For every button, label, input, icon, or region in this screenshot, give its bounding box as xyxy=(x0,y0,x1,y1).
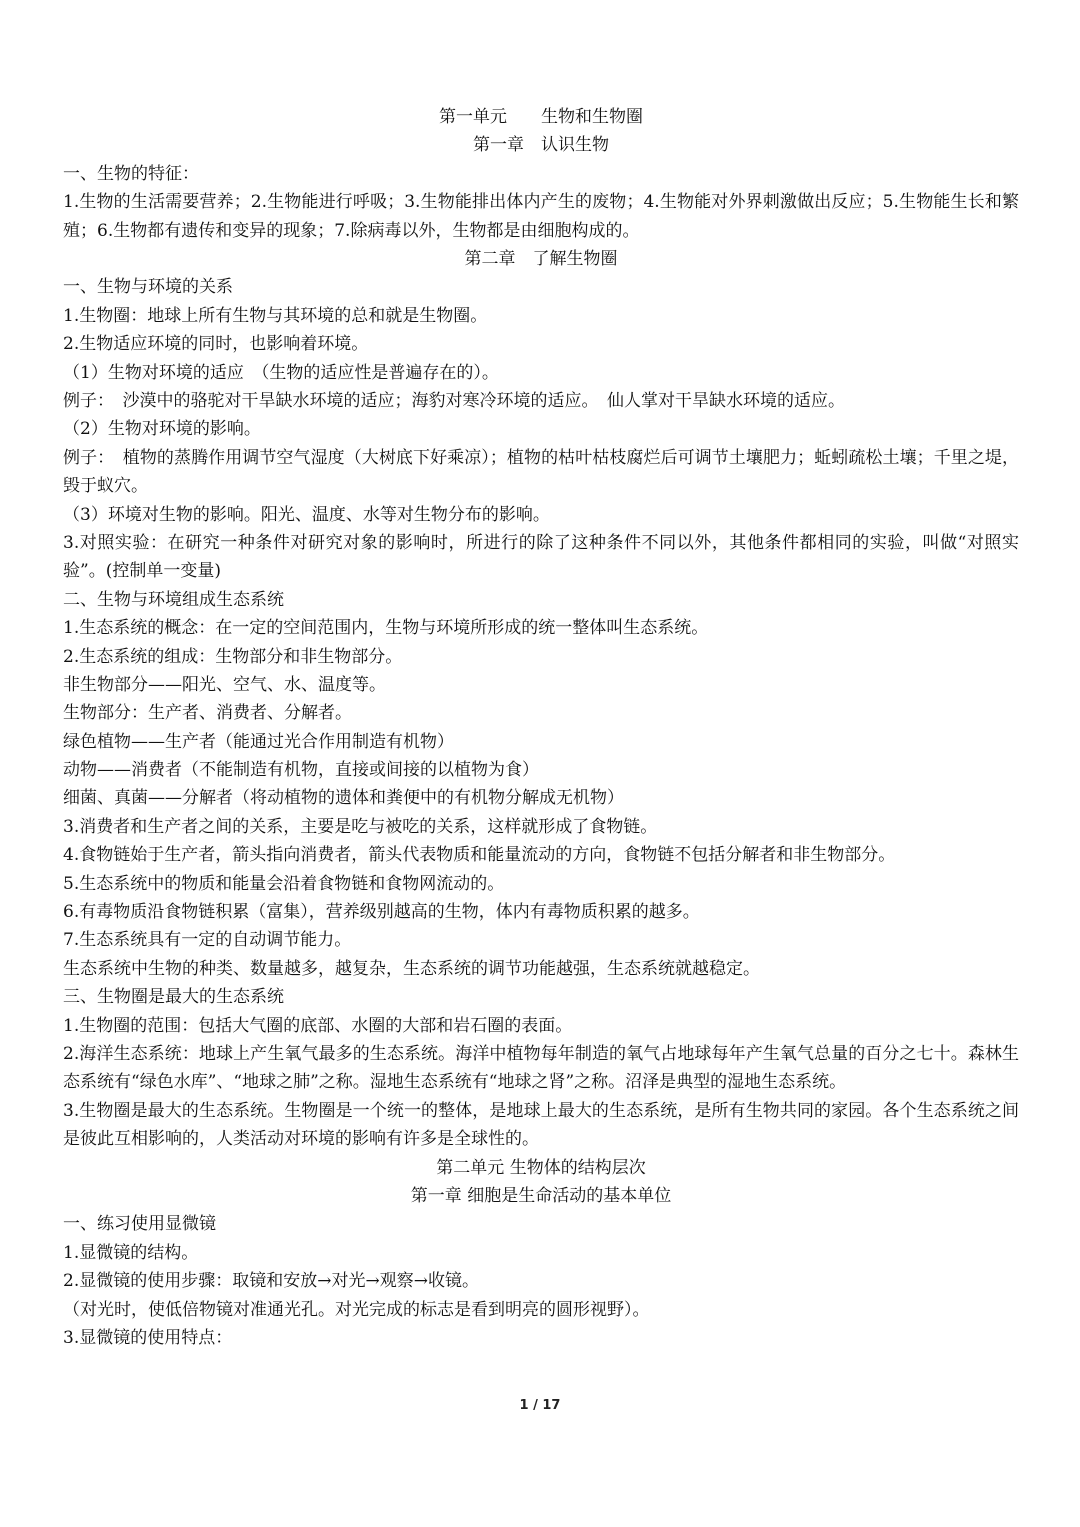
text-line: 1.生物圈的范围：包括大气圈的底部、水圈的大部和岩石圈的表面。 xyxy=(63,1015,573,1036)
paragraph: 3.生物圈是最大的生态系统。生物圈是一个统一的整体，是地球上最大的生态系统，是所有生物共同的家园。各个生态系统之间是彼此互相影响的，人类活动对环境的影响有许多是全球性的。 xyxy=(63,1100,1019,1150)
paragraph: 2.海洋生态系统：地球上产生氧气最多的生态系统。海洋中植物每年制造的氧气占地球每年产生氧气总量的百分之七十。森林生态系统有“绿色水库”、“地球之肺”之称。湿地生态系统有“地球之肾”之称。沼泽是典型的湿地生态系统。 xyxy=(63,1043,1019,1093)
text-line: 4.食物链始于生产者，箭头指向消费者，箭头代表物质和能量流动的方向，食物链不包括分解者和非生物部分。 xyxy=(63,845,896,866)
page-number: 1 / 17 xyxy=(519,1398,561,1413)
text-line: 1.生物圈：地球上所有生物与其环境的总和就是生物圈。 xyxy=(63,305,488,326)
text-line: 一、生物与环境的关系 xyxy=(63,277,233,298)
section-heading: 第一单元 生物和生物圈 xyxy=(439,107,643,127)
text-line: 1.显微镜的结构。 xyxy=(63,1242,199,1263)
text-line: 5.生态系统中的物质和能量会沿着食物链和食物网流动的。 xyxy=(63,873,505,894)
text-line: 一、练习使用显微镜 xyxy=(63,1214,216,1235)
text-line: 非生物部分——阳光、空气、水、温度等。 xyxy=(63,674,386,695)
section-heading: 第二单元 生物体的结构层次 xyxy=(436,1157,646,1178)
text-line: （2）生物对环境的影响。 xyxy=(63,419,261,440)
text-line: 一、生物的特征： xyxy=(63,163,199,184)
text-line: （3）环境对生物的影响。阳光、温度、水等对生物分布的影响。 xyxy=(63,504,550,525)
paragraph: 1.生物的生活需要营养；2.生物能进行呼吸；3.生物能排出体内产生的废物；4.生物能对外界刺激做出反应；5.生物能生长和繁殖；6.生物都有遗传和变异的现象；7.除病毒以外，生物都是由细胞构成的。 xyxy=(63,192,1019,241)
document-body xyxy=(63,103,1019,1352)
text-line: （1）生物对环境的适应 （生物的适应性是普遍存在的）。 xyxy=(63,362,499,383)
text-line: 二、生物与环境组成生态系统 xyxy=(63,589,284,610)
paragraph: 3.对照实验：在研究一种条件对研究对象的影响时，所进行的除了这种条件不同以外，其他条件都相同的实验，叫做“对照实验”。(控制单一变量) xyxy=(63,532,1019,582)
text-line: 7.生态系统具有一定的自动调节能力。 xyxy=(63,930,352,951)
text-line: 三、生物圈是最大的生态系统 xyxy=(63,987,284,1008)
text-line: 3.显微镜的使用特点： xyxy=(63,1327,233,1348)
text-line: 绿色植物——生产者（能通过光合作用制造有机物） xyxy=(63,731,454,752)
text-line: 1.生态系统的概念：在一定的空间范围内，生物与环境所形成的统一整体叫生态系统。 xyxy=(63,618,709,639)
text-line: 例子： 沙漠中的骆驼对干旱缺水环境的适应；海豹对寒冷环境的适应。 仙人掌对干旱缺水环境的适应。 xyxy=(63,390,845,411)
text-line: 2.生物适应环境的同时，也影响着环境。 xyxy=(63,334,369,355)
section-heading: 第一章 细胞是生命活动的基本单位 xyxy=(410,1186,672,1206)
text-line: 3.消费者和生产者之间的关系，主要是吃与被吃的关系，这样就形成了食物链。 xyxy=(63,816,658,837)
text-line: （对光时，使低倍物镜对准通光孔。对光完成的标志是看到明亮的圆形视野）。 xyxy=(63,1299,650,1320)
section-heading: 第二章 了解生物圈 xyxy=(464,248,618,269)
text-line: 细菌、真菌——分解者（将动植物的遗体和粪便中的有机物分解成无机物） xyxy=(63,788,624,809)
paragraph: 例子： 植物的蒸腾作用调节空气湿度（大树底下好乘凉）；植物的枯叶枯枝腐烂后可调节土壤肥力；蚯蚓疏松土壤；千里之堤，毁于蚁穴。 xyxy=(63,447,1019,497)
text-line: 生物部分：生产者、消费者、分解者。 xyxy=(63,703,352,724)
text-line: 2.显微镜的使用步骤：取镜和安放→对光→观察→收镜。 xyxy=(63,1271,479,1292)
text-line: 2.生态系统的组成：生物部分和非生物部分。 xyxy=(63,646,403,667)
text-line: 动物——消费者（不能制造有机物，直接或间接的以植物为食） xyxy=(63,760,539,781)
text-line: 生态系统中生物的种类、数量越多，越复杂，生态系统的调节功能越强，生态系统就越稳定。 xyxy=(63,958,760,979)
section-heading: 第一章 认识生物 xyxy=(473,135,609,156)
text-line: 6.有毒物质沿食物链积累（富集），营养级别越高的生物，体内有毒物质积累的越多。 xyxy=(63,902,700,923)
